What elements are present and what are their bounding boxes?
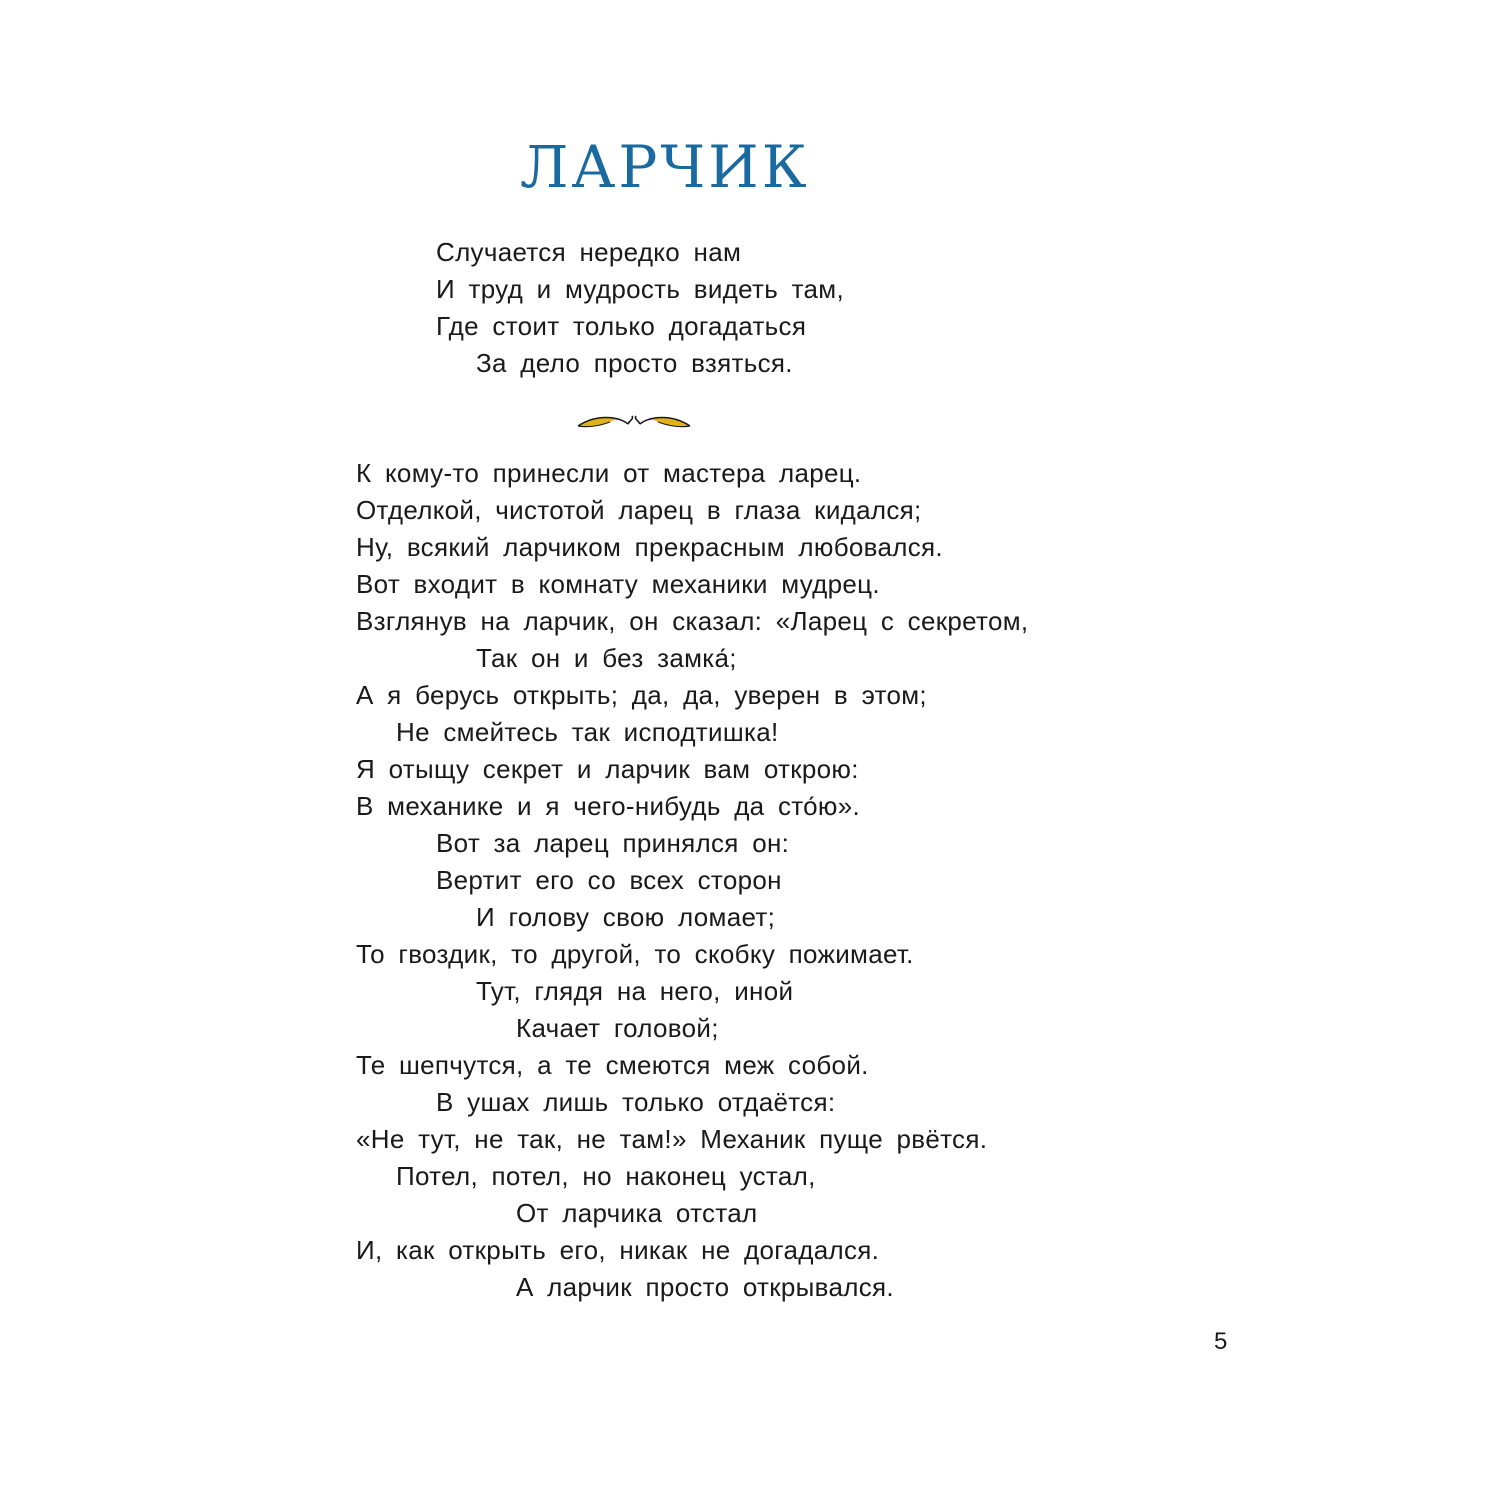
verse-line: В механике и я чего-нибудь да сто́ю». (356, 791, 861, 821)
verse-line: И голову свою ломает; (476, 902, 776, 932)
verse-line: Вертит его со всех сторон (436, 865, 782, 895)
epigraph-line: Случается нередко нам (436, 237, 742, 267)
verse-line: «Не тут, не так, не там!» Механик пуще рвётся. (356, 1124, 988, 1154)
verse-line: Те шепчутся, а те смеются меж собой. (356, 1050, 869, 1080)
page-title: ЛАРЧИК (520, 133, 810, 201)
verse-line: От ларчика отстал (516, 1198, 758, 1228)
verse-line: В ушах лишь только отдаётся: (436, 1087, 836, 1117)
fable-text (356, 455, 1028, 1306)
verse-line: Отделкой, чистотой ларец в глаза кидался; (356, 495, 922, 525)
verse-line: Тут, глядя на него, иной (476, 976, 794, 1006)
verse-line: Потел, потел, но наконец устал, (396, 1161, 816, 1191)
epigraph-line: Где стоит только догадаться (436, 311, 807, 341)
verse-line: А ларчик просто открывался. (516, 1272, 894, 1302)
verse-line: К кому-то принесли от мастера ларец. (356, 458, 862, 488)
verse-line: А я берусь открыть; да, да, уверен в этом; (356, 680, 927, 710)
verse-line: И, как открыть его, никак не догадался. (356, 1235, 880, 1265)
ornament-left-swash (578, 416, 633, 427)
page-number: 5 (1214, 1328, 1228, 1355)
verse-line: Не смейтесь так исподтишка! (396, 717, 779, 747)
verse-line: Я отыщу секрет и ларчик вам открою: (356, 754, 859, 784)
verse-line: Вот входит в комнату механики мудрец. (356, 569, 880, 599)
ornament-right-swash (635, 416, 690, 427)
ornament-divider (574, 406, 694, 436)
epigraph (356, 234, 844, 382)
verse-line: Качает головой; (516, 1013, 719, 1043)
verse-line: Так он и без замка́; (476, 643, 737, 673)
epigraph-line: За дело просто взяться. (476, 348, 793, 378)
verse-line: То гвоздик, то другой, то скобку пожимает. (356, 939, 914, 969)
epigraph-line: И труд и мудрость видеть там, (436, 274, 844, 304)
verse-line: Взглянув на ларчик, он сказал: «Ларец с секретом, (356, 606, 1029, 636)
verse-line: Вот за ларец принялся он: (436, 828, 790, 858)
verse-line: Ну, всякий ларчиком прекрасным любовался. (356, 532, 943, 562)
